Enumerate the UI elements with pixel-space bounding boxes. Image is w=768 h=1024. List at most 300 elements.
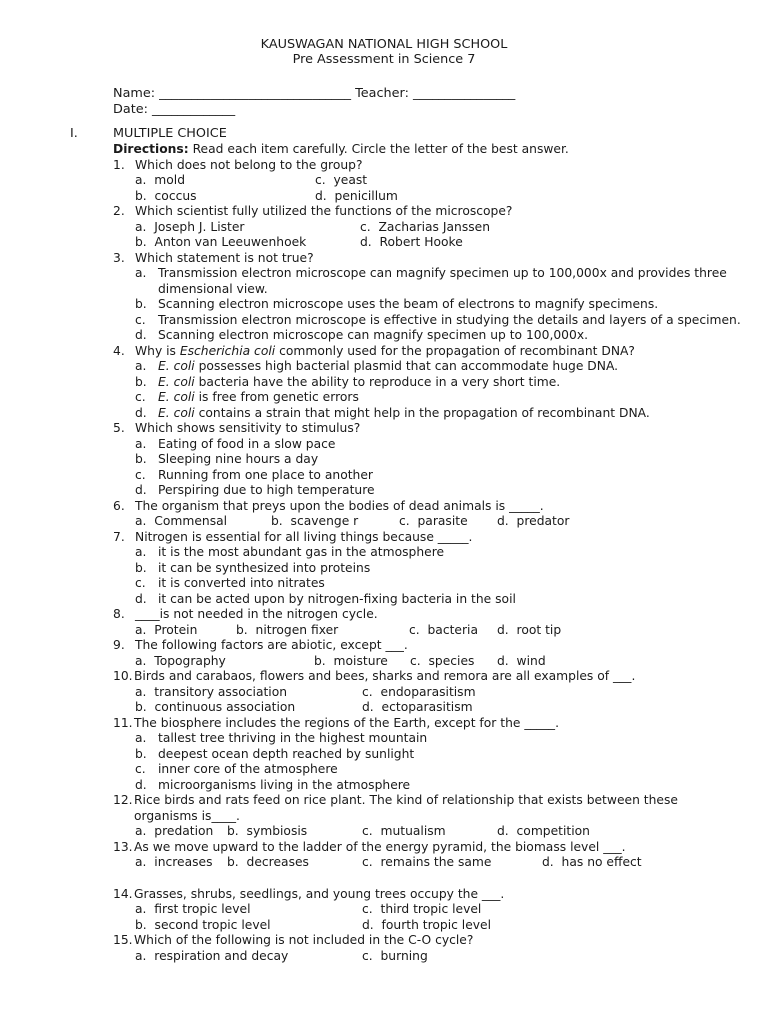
choice-text: burning: [380, 948, 428, 963]
choice-option: [135, 297, 748, 313]
choice-text-body: it can be synthesized into proteins: [158, 560, 371, 575]
choice-option: [135, 685, 287, 701]
choice-text: [158, 592, 516, 606]
choice-letter: a.: [135, 855, 147, 869]
choice-option: [135, 747, 748, 763]
question-stem: [70, 251, 750, 267]
question-stem: [70, 204, 750, 220]
choice-row: [135, 173, 750, 189]
choice-letter: b.: [135, 188, 147, 203]
answer-choices: [70, 437, 750, 499]
choice-letter: a.: [135, 824, 147, 838]
choice-option: [497, 514, 569, 530]
answer-choices: [70, 220, 750, 251]
choice-row: [135, 855, 750, 871]
question-stem: [70, 607, 750, 623]
choice-letter: d.: [135, 777, 147, 792]
choice-option: [362, 902, 481, 918]
choice-text: fourth tropic level: [381, 917, 492, 932]
question-stem: [70, 499, 750, 515]
choice-letter: c.: [362, 902, 373, 916]
choice-letter: c.: [362, 824, 373, 838]
question-number: 12.: [113, 793, 133, 807]
question-item: [70, 251, 750, 344]
choice-text: [158, 561, 370, 575]
choice-text: [158, 375, 560, 389]
question-text: Rice birds and rats feed on rice plant. The kind of relationship that exists between these organisms is____.: [134, 793, 678, 823]
choice-letter: b.: [135, 746, 147, 761]
choice-text-body: inner core of the atmosphere: [158, 762, 338, 776]
choice-option: [227, 855, 309, 871]
answer-choices: [70, 731, 750, 793]
choice-option: [135, 918, 271, 934]
choice-letter: a.: [135, 948, 147, 963]
choice-text-body: possesses high bacterial plasmid that can accommodate huge DNA.: [194, 359, 619, 373]
choice-letter: c.: [315, 173, 326, 187]
choice-row: [135, 685, 750, 701]
choice-text: predation: [154, 824, 214, 838]
choice-letter: b.: [236, 622, 248, 637]
choice-letter: d.: [497, 514, 509, 528]
choice-text-body: contains a strain that might help in the propagation of recombinant DNA.: [194, 405, 650, 420]
choice-text: predator: [516, 514, 570, 528]
choice-option: [135, 328, 748, 344]
question-stem: [70, 669, 750, 685]
question-item: [70, 793, 750, 840]
question-number: 4.: [113, 343, 125, 358]
choice-letter: b.: [135, 917, 147, 932]
question-number: 3.: [113, 250, 125, 265]
question-number: 2.: [113, 204, 125, 218]
choice-letter: c.: [362, 684, 373, 699]
choice-letter: d.: [362, 700, 374, 714]
question-item: [70, 421, 750, 499]
choice-letter: c.: [135, 576, 146, 590]
choice-text: parasite: [417, 514, 468, 528]
choice-option: [497, 623, 561, 639]
choice-option: [135, 514, 227, 530]
choice-letter: d.: [315, 188, 327, 203]
choice-row: [135, 918, 750, 934]
choice-text: [158, 452, 318, 466]
choice-text-body: Perspiring due to high temperature: [158, 483, 375, 497]
choice-option: [360, 220, 490, 236]
question-text: [135, 344, 635, 358]
choice-letter: a.: [135, 173, 147, 187]
choice-option: [271, 514, 358, 530]
choice-text: remains the same: [380, 855, 492, 869]
choice-row: [135, 514, 750, 530]
choice-text: mutualism: [380, 824, 446, 838]
choice-row: [135, 623, 750, 639]
choice-row: [135, 654, 750, 670]
answer-choices: [70, 623, 750, 639]
question-stem: [70, 421, 750, 437]
choice-option: [135, 313, 748, 329]
choice-text: species: [428, 653, 475, 668]
species-name: E. coli: [158, 390, 195, 404]
choice-letter: a.: [135, 219, 147, 234]
question-stem: [70, 933, 750, 949]
choice-letter: b.: [314, 653, 326, 668]
choice-row: [135, 220, 750, 236]
question-number: 11.: [113, 715, 133, 730]
choice-text-body: it is the most abundant gas in the atmosphere: [158, 545, 445, 559]
choice-text: [158, 576, 325, 590]
choice-text: [158, 297, 658, 311]
choice-text: [158, 359, 618, 373]
choice-letter: b.: [135, 297, 147, 311]
choice-letter: c.: [409, 622, 420, 637]
choice-row: [135, 824, 750, 840]
question-number: 10.: [113, 669, 133, 683]
question-text: Which shows sensitivity to stimulus?: [135, 421, 361, 435]
choice-text: nitrogen fixer: [255, 622, 339, 637]
answer-choices: [70, 266, 750, 344]
question-number: 9.: [113, 638, 125, 652]
choice-text: decreases: [246, 855, 309, 869]
choice-letter: a.: [135, 514, 147, 528]
species-name: Escherichia coli: [179, 343, 276, 358]
choice-text-body: it is converted into nitrates: [158, 576, 325, 590]
question-item: [70, 638, 750, 669]
choice-letter: d.: [135, 328, 147, 342]
choice-option: [135, 576, 748, 592]
choice-row: [135, 235, 750, 251]
choice-option: [135, 824, 213, 840]
question-text: The organism that preys upon the bodies of dead animals is _____.: [135, 498, 544, 513]
choice-letter: b.: [271, 514, 283, 528]
question-number: 8.: [113, 607, 125, 621]
document-title: Pre Assessment in Science 7: [292, 52, 476, 67]
choice-option: [135, 483, 748, 499]
document-header: [0, 37, 768, 67]
multiple-choice-section: [70, 126, 750, 964]
choice-option: [135, 762, 748, 778]
choice-text-body: Transmission electron microscope is effective in studying the details and layers of a specimen.: [158, 312, 741, 327]
choice-letter: b.: [135, 700, 147, 714]
choice-text-body: it can be acted upon by nitrogen-fixing bacteria in the soil: [158, 591, 516, 606]
choice-text: [158, 483, 375, 497]
question-item: [70, 344, 750, 422]
directions-label: Directions:: [113, 142, 189, 156]
section-number: I.: [70, 126, 78, 141]
section-title: MULTIPLE CHOICE: [113, 126, 227, 141]
choice-letter: a.: [135, 653, 147, 668]
choice-text: [158, 390, 359, 404]
question-item: [70, 669, 750, 716]
question-stem: [70, 887, 750, 903]
choice-option: [227, 824, 307, 840]
choice-option: [135, 220, 244, 236]
choice-option: [314, 654, 388, 670]
question-stem: [70, 793, 740, 824]
choice-text: root tip: [516, 622, 562, 637]
question-item: [70, 716, 750, 794]
choice-letter: a.: [135, 436, 147, 451]
choice-option: [236, 623, 338, 639]
question-text: ____is not needed in the nitrogen cycle.: [135, 607, 378, 621]
choice-text-body: Sleeping nine hours a day: [158, 452, 319, 466]
choice-option: [135, 623, 197, 639]
choice-text: moisture: [333, 653, 388, 668]
choice-text: respiration and decay: [154, 948, 289, 963]
choice-text: has no effect: [561, 855, 642, 869]
choice-text-body: bacteria have the ability to reproduce in a very short time.: [194, 374, 561, 389]
choice-text: [158, 437, 335, 451]
choice-option: [135, 437, 748, 453]
question-stem: [70, 638, 750, 654]
choice-text: [158, 747, 414, 761]
choice-text: [158, 778, 410, 792]
choice-option: [497, 654, 546, 670]
choice-letter: a.: [135, 266, 147, 280]
question-text: Birds and carabaos, flowers and bees, sharks and remora are all examples of ___.: [134, 669, 636, 683]
question-item: [70, 204, 750, 251]
date-line: Date: _____________: [113, 101, 236, 117]
choice-text: Zacharias Janssen: [378, 219, 491, 234]
choice-option: [135, 731, 748, 747]
choice-text: [158, 762, 338, 776]
choice-option: [362, 685, 476, 701]
choice-text: Protein: [154, 622, 198, 637]
species-name: E. coli: [158, 374, 195, 389]
question-stem: [70, 840, 750, 856]
choice-text: [158, 731, 427, 745]
choice-letter: a.: [135, 545, 147, 559]
spacer: [70, 871, 750, 887]
choice-option: [315, 189, 398, 205]
question-item: [70, 499, 750, 530]
choice-option: [542, 855, 642, 871]
question-text: Which does not belong to the group?: [135, 157, 363, 172]
choice-letter: c.: [399, 514, 410, 528]
answer-choices: [70, 855, 750, 871]
species-name: E. coli: [158, 405, 195, 420]
choice-text: [158, 406, 650, 420]
choice-row: [135, 189, 750, 205]
choice-letter: d.: [135, 591, 147, 606]
choice-text: increases: [154, 855, 213, 869]
choice-option: [135, 189, 197, 205]
question-text-pre: Why is: [135, 343, 180, 358]
choice-text: endoparasitism: [380, 684, 476, 699]
question-item: [70, 158, 750, 205]
choice-letter: a.: [135, 359, 147, 373]
choice-letter: d.: [135, 405, 147, 420]
choice-option: [135, 452, 748, 468]
choice-text-body: microorganisms living in the atmosphere: [158, 777, 411, 792]
choice-letter: d.: [135, 483, 147, 497]
choice-option: [135, 949, 288, 965]
choice-text: yeast: [333, 173, 368, 187]
answer-choices: [70, 685, 750, 716]
choice-letter: d.: [497, 824, 509, 838]
directions: [113, 142, 750, 158]
school-name: KAUSWAGAN NATIONAL HIGH SCHOOL: [260, 37, 508, 52]
question-stem: [70, 344, 750, 360]
question-stem: [70, 530, 750, 546]
choice-option: [135, 468, 748, 484]
species-name: E. coli: [158, 359, 195, 373]
question-item: [70, 607, 750, 638]
choice-option: [135, 700, 295, 716]
choice-text: [158, 328, 588, 342]
choice-option: [362, 949, 428, 965]
choice-text-body: Running from one place to another: [158, 467, 373, 482]
choice-text-body: tallest tree thriving in the highest mountain: [158, 731, 428, 745]
choice-row: [135, 700, 750, 716]
choice-letter: c.: [135, 312, 146, 327]
choice-option: [362, 855, 491, 871]
choice-letter: c.: [410, 653, 421, 668]
choice-text: Robert Hooke: [379, 235, 463, 249]
choice-text: third tropic level: [380, 902, 482, 916]
choice-option: [135, 173, 185, 189]
name-teacher-line: Name: ______________________________ Teacher: ________________: [113, 86, 516, 101]
choice-text: Commensal: [154, 514, 228, 528]
choice-text-body: Scanning electron microscope uses the beam of electrons to magnify specimens.: [158, 297, 659, 311]
choice-letter: d.: [362, 917, 374, 932]
question-number: 15.: [113, 933, 133, 947]
question-number: 14.: [113, 886, 133, 901]
choice-option: [409, 623, 478, 639]
choice-letter: a.: [135, 684, 147, 699]
choice-letter: b.: [227, 855, 239, 869]
answer-choices: [70, 949, 750, 965]
choice-text-body: is free from genetic errors: [194, 390, 359, 404]
choice-letter: c.: [362, 948, 373, 963]
answer-choices: [70, 654, 750, 670]
choice-text: [158, 545, 444, 559]
choice-option: [315, 173, 367, 189]
choice-letter: b.: [135, 452, 147, 466]
question-item: [70, 530, 750, 608]
choice-row: [135, 949, 750, 965]
choice-option: [135, 778, 748, 794]
choice-text: coccus: [154, 188, 197, 203]
choice-letter: d.: [497, 622, 509, 637]
choice-text: mold: [154, 173, 186, 187]
choice-text: Topography: [154, 653, 226, 668]
choice-text: penicillum: [334, 188, 398, 203]
question-text: The biosphere includes the regions of the Earth, except for the _____.: [134, 715, 559, 730]
choice-option: [362, 700, 473, 716]
choice-option: [135, 390, 748, 406]
question-number: 6.: [113, 498, 125, 513]
choice-option: [362, 918, 491, 934]
choice-text: symbiosis: [246, 824, 308, 838]
choice-option: [410, 654, 474, 670]
question-list: [70, 158, 750, 965]
choice-option: [135, 266, 748, 297]
answer-choices: [70, 545, 750, 607]
choice-option: [135, 235, 306, 251]
choice-text-body: Scanning electron microscope can magnify specimen up to 100,000x.: [158, 328, 589, 342]
choice-option: [135, 359, 748, 375]
choice-letter: c.: [135, 390, 146, 404]
choice-letter: a.: [135, 622, 147, 637]
section-heading: [70, 126, 750, 142]
question-number: 5.: [113, 421, 125, 435]
choice-letter: c.: [135, 467, 146, 482]
choice-text: [158, 313, 741, 327]
choice-text: [158, 468, 373, 482]
choice-row: [135, 902, 750, 918]
choice-letter: c.: [360, 219, 371, 234]
question-text: As we move upward to the ladder of the energy pyramid, the biomass level ___.: [134, 839, 626, 854]
choice-option: [135, 855, 213, 871]
choice-text: Anton van Leeuwenhoek: [154, 235, 307, 249]
choice-letter: c.: [362, 855, 373, 869]
answer-choices: [70, 902, 750, 933]
question-text: Which scientist fully utilized the functions of the microscope?: [135, 204, 513, 218]
choice-letter: a.: [135, 731, 147, 745]
answer-choices: [70, 173, 750, 204]
question-number: 7.: [113, 529, 125, 544]
choice-text: Joseph J. Lister: [154, 219, 245, 234]
choice-text: bacteria: [427, 622, 478, 637]
choice-option: [360, 235, 463, 251]
question-text: Which of the following is not included in the C-O cycle?: [134, 933, 474, 947]
choice-option: [362, 824, 446, 840]
answer-choices: [70, 824, 750, 840]
choice-text: continuous association: [154, 700, 296, 714]
choice-option: [135, 654, 226, 670]
question-text-post: commonly used for the propagation of recombinant DNA?: [275, 343, 635, 358]
choice-text: wind: [516, 653, 546, 668]
choice-text: second tropic level: [154, 917, 271, 932]
choice-option: [135, 545, 748, 561]
choice-option: [135, 375, 748, 391]
question-item: [70, 933, 750, 964]
choice-text-body: Eating of food in a slow pace: [158, 436, 336, 451]
choice-letter: c.: [135, 762, 146, 776]
choice-letter: b.: [227, 824, 239, 838]
question-stem: [70, 716, 750, 732]
choice-option: [497, 824, 590, 840]
question-number: 13.: [113, 839, 133, 854]
question-text: Grasses, shrubs, seedlings, and young trees occupy the ___.: [134, 886, 505, 901]
choice-letter: b.: [135, 235, 147, 249]
student-info: [113, 86, 515, 117]
question-text: Which statement is not true?: [135, 250, 314, 265]
choice-letter: d.: [542, 855, 554, 869]
question-item: [70, 840, 750, 871]
choice-text: transitory association: [154, 684, 288, 699]
question-text: Nitrogen is essential for all living things because _____.: [135, 529, 473, 544]
answer-choices: [70, 359, 750, 421]
choice-text: competition: [516, 824, 590, 838]
choice-option: [399, 514, 468, 530]
answer-choices: [70, 514, 750, 530]
choice-text: first tropic level: [154, 902, 251, 916]
choice-option: [135, 902, 250, 918]
choice-option: [135, 406, 748, 422]
choice-letter: d.: [360, 235, 372, 249]
question-text: The following factors are abiotic, except ___.: [135, 638, 408, 652]
question-number: 1.: [113, 157, 125, 172]
choice-text: [158, 266, 727, 296]
choice-text: ectoparasitism: [381, 700, 473, 714]
choice-letter: a.: [135, 902, 147, 916]
choice-letter: b.: [135, 374, 147, 389]
choice-letter: b.: [135, 560, 147, 575]
choice-text-body: Transmission electron microscope can magnify specimen up to 100,000x and provides three dimensional view.: [158, 266, 727, 296]
question-stem: [70, 158, 750, 174]
question-item: [70, 887, 750, 934]
choice-option: [135, 592, 748, 608]
